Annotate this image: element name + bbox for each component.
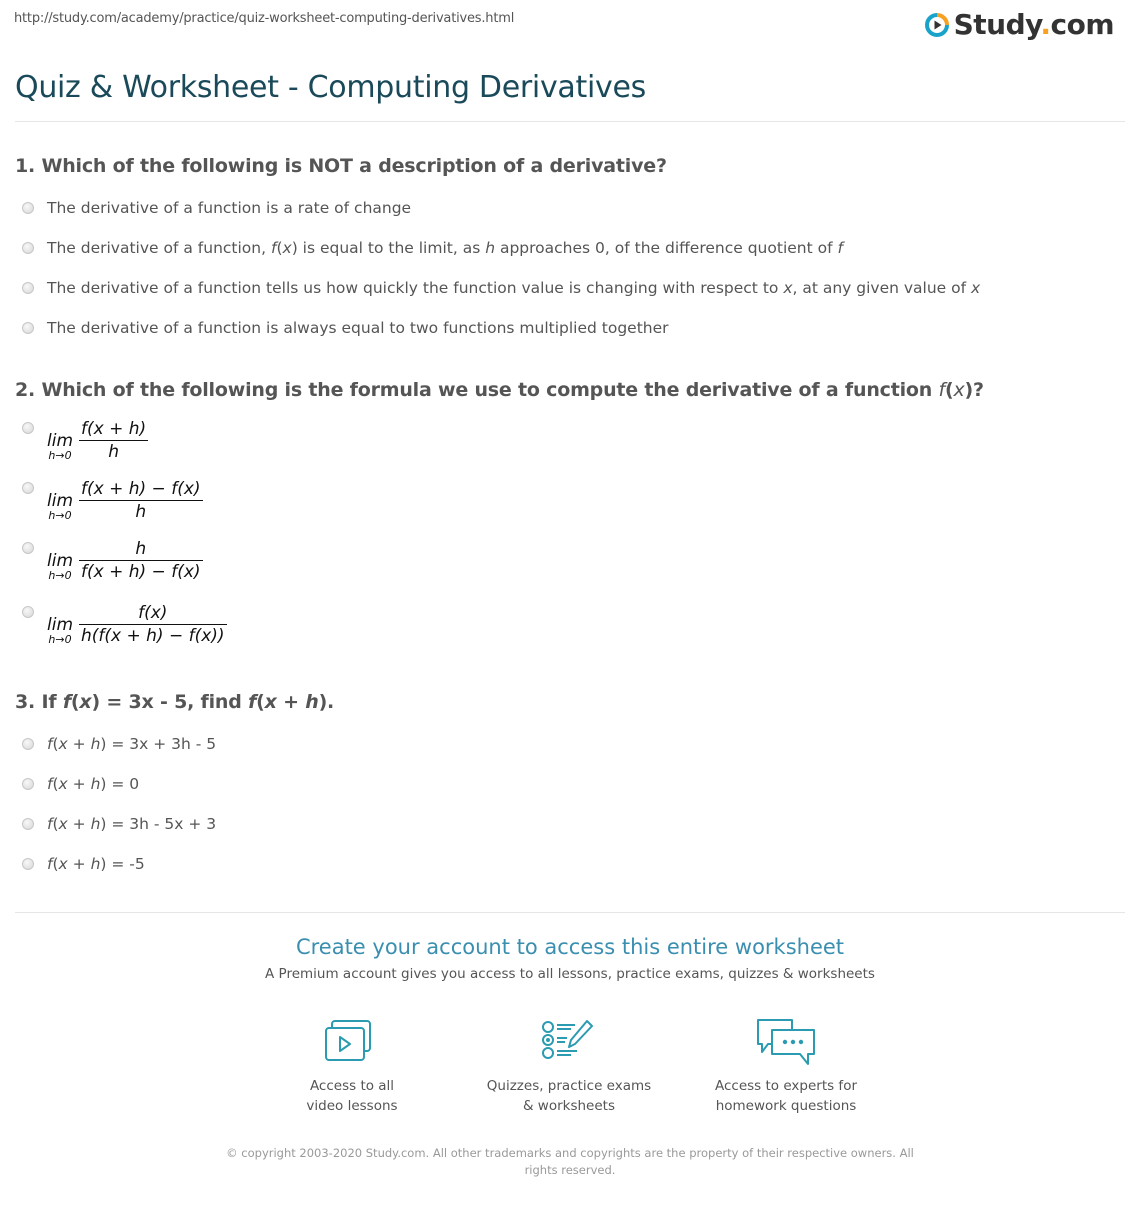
option-label: The derivative of a function tells us how quickly the function value is changing with respect to x, at any given value of x <box>47 279 981 297</box>
radio-button[interactable] <box>22 322 34 334</box>
option-label: The derivative of a function is a rate of change <box>47 199 412 217</box>
quiz-checklist-icon <box>537 1018 601 1068</box>
copyright-footer: © copyright 2003-2020 Study.com. All other trademarks and copyrights are the property of their respective owners. All rights reserved. <box>226 1146 914 1177</box>
limit-formula: lim h→0 $\frac{f(x + h)}{h}$ <box>47 418 147 462</box>
divider <box>15 912 1125 913</box>
radio-button[interactable] <box>22 818 34 830</box>
question-1: 1. Which of the following is NOT a description of a derivative? <box>15 155 667 177</box>
radio-button[interactable] <box>22 422 34 434</box>
limit-formula: lim h→0 $\frac{f(x)}{h(f(x + h) - f(x))}$ <box>47 602 225 646</box>
radio-button[interactable] <box>22 482 34 494</box>
option-label: f(x + h) = 0 <box>47 775 140 793</box>
q3-option-3[interactable] <box>22 815 216 833</box>
q2-option-1[interactable] <box>22 418 148 462</box>
page-title: Quiz & Worksheet - Computing Derivatives <box>15 70 646 105</box>
q1-option-3[interactable] <box>22 279 980 297</box>
q3-option-1[interactable] <box>22 735 216 753</box>
limit-formula: lim h→0 $\frac{f(x + h) - f(x)}{h}$ <box>47 478 201 522</box>
page-url: http://study.com/academy/practice/quiz-worksheet-computing-derivatives.html <box>14 11 515 26</box>
q2-option-4[interactable] <box>22 602 227 646</box>
radio-button[interactable] <box>22 738 34 750</box>
logo-text: Study.com <box>953 8 1114 41</box>
play-circle-icon <box>924 12 950 38</box>
limit-formula: lim h→0 $\frac{h}{f(x + h) - f(x)}$ <box>47 538 201 582</box>
radio-button[interactable] <box>22 542 34 554</box>
radio-button[interactable] <box>22 606 34 618</box>
q1-option-4[interactable] <box>22 319 669 337</box>
option-label: f(x + h) = 3h - 5x + 3 <box>47 815 217 833</box>
question-text: If f(x) = 3x - 5, find f(x + h). <box>41 691 335 713</box>
option-label: The derivative of a function is always equal to two functions multiplied together <box>47 319 669 337</box>
radio-button[interactable] <box>22 202 34 214</box>
radio-button[interactable] <box>22 282 34 294</box>
option-label: f(x + h) = 3x + 3h - 5 <box>47 735 217 753</box>
q2-option-3[interactable] <box>22 538 203 582</box>
feature-quizzes: Quizzes, practice exams & worksheets <box>469 1018 669 1116</box>
radio-button[interactable] <box>22 858 34 870</box>
option-label: f(x + h) = -5 <box>47 855 145 873</box>
feature-video-lessons: Access to all video lessons <box>252 1018 452 1116</box>
video-lessons-icon <box>320 1018 384 1068</box>
cta-subtitle: A Premium account gives you access to all lessons, practice exams, quizzes & worksheets <box>265 966 875 982</box>
q1-option-2[interactable] <box>22 239 843 257</box>
feature-experts: Access to experts for homework questions <box>686 1018 886 1116</box>
option-label: The derivative of a function, f(x) is equal to the limit, as h approaches 0, of the difference quotient of f <box>47 239 843 257</box>
question-3: 3. If f(x) = 3x - 5, find f(x + h). <box>15 691 335 713</box>
question-2: 2. Which of the following is the formula we use to compute the derivative of a function f(x)? <box>15 379 984 401</box>
study-logo[interactable] <box>924 8 1114 41</box>
q3-option-2[interactable] <box>22 775 139 793</box>
divider <box>15 121 1125 122</box>
q3-option-4[interactable] <box>22 855 145 873</box>
radio-button[interactable] <box>22 778 34 790</box>
chat-bubbles-icon <box>754 1018 818 1068</box>
radio-button[interactable] <box>22 242 34 254</box>
cta-title[interactable]: Create your account to access this entire worksheet <box>295 935 845 959</box>
q1-option-1[interactable] <box>22 199 411 217</box>
q2-option-2[interactable] <box>22 478 203 522</box>
